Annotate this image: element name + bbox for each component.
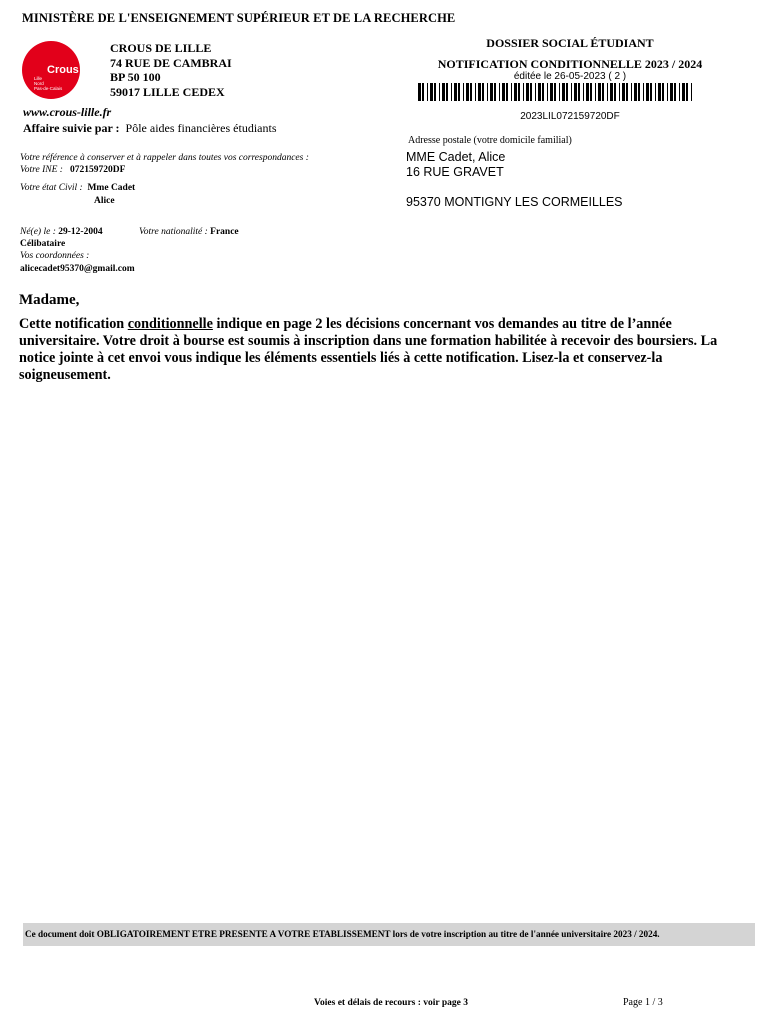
sender-line: BP 50 100 [110,70,161,84]
birth-date-line [20,227,103,237]
reference-label: Votre référence à conserver et à rappeler dans toutes vos correspondances : [20,153,309,163]
appeal-notice: Voies et délais de recours : voir page 3 [314,998,468,1008]
body-paragraph [19,316,754,384]
crous-logo [19,40,83,100]
coordinates-label: Vos coordonnées : [20,251,90,261]
nationality-label: Votre nationalité : [139,227,208,237]
sender-address [110,41,232,99]
civil-status-line [20,183,135,193]
svg-text:Pas-de-Calais: Pas-de-Calais [34,86,63,91]
conditional-word: conditionnelle [127,316,213,332]
affaire-label: Affaire suivie par : [23,121,120,135]
email-address: alicecadet95370@gmail.com [20,264,135,274]
address-line: 95370 MONTIGNY LES CORMEILLES [406,195,623,209]
svg-text:Lille: Lille [34,76,43,81]
sender-line: CROUS DE LILLE [110,41,212,55]
footer-notice-bold: Ce document doit OBLIGATOIREMENT ETRE PRESENTE A VOTRE ETABLISSEMENT [25,929,391,939]
page-number: Page 1 / 3 [623,997,663,1008]
nationality-line [139,227,239,237]
affaire-value: Pôle aides financières étudiants [125,121,277,135]
svg-text:Crous: Crous [47,64,79,76]
ine-value: 072159720DF [70,165,126,175]
birth-label: Né(e) le : [20,227,56,237]
marital-status: Célibataire [20,239,66,249]
postal-address [406,150,623,210]
body-text-start: Cette notification [19,316,128,332]
barcode-number: 2023LIL072159720DF [520,111,620,122]
ine-label: Votre INE : [20,165,63,175]
svg-text:Nord: Nord [34,81,44,86]
footer-notice-rest: lors de votre inscription au titre de l'année universitaire 2023 / 2024. [390,929,660,939]
website-link[interactable]: www.crous-lille.fr [23,105,112,119]
ine-line [20,165,125,175]
body-text-rest: indique en page 2 les décisions concernant vos demandes au titre de l’année universitaire. Votre droit à bourse est soumis à inscription dans une formation habilitée à recevoir des boursiers. La notice jointe à cet envoi vous indique les éléments essentiels liés à cette notification. Lisez-la et conservez-la soigneusement. [19,316,718,383]
nationality-value: France [210,227,239,237]
affaire-suivie [23,121,277,136]
sender-line: 59017 LILLE CEDEX [110,84,225,99]
civil-status-firstname: Alice [94,196,115,206]
barcode-image [418,83,695,101]
dossier-title: DOSSIER SOCIAL ÉTUDIANT [486,36,654,50]
footer-notice-text [25,929,753,939]
address-line [406,180,623,195]
address-line: MME Cadet, Alice [406,150,506,164]
civil-status-label: Votre état Civil : [20,183,83,193]
civil-status-name: Mme Cadet [87,183,136,193]
address-line: 16 RUE GRAVET [406,165,504,179]
ministry-header: MINISTÈRE DE L'ENSEIGNEMENT SUPÉRIEUR ET DE LA RECHERCHE [22,11,456,25]
salutation: Madame, [19,292,80,308]
edition-date: éditée le 26-05-2023 ( 2 ) [513,71,627,82]
sender-line: 74 RUE DE CAMBRAI [110,55,232,70]
address-label: Adresse postale (votre domicile familial) [408,135,572,146]
notification-title: NOTIFICATION CONDITIONNELLE 2023 / 2024 [437,57,703,71]
birth-value: 29-12-2004 [58,227,103,237]
